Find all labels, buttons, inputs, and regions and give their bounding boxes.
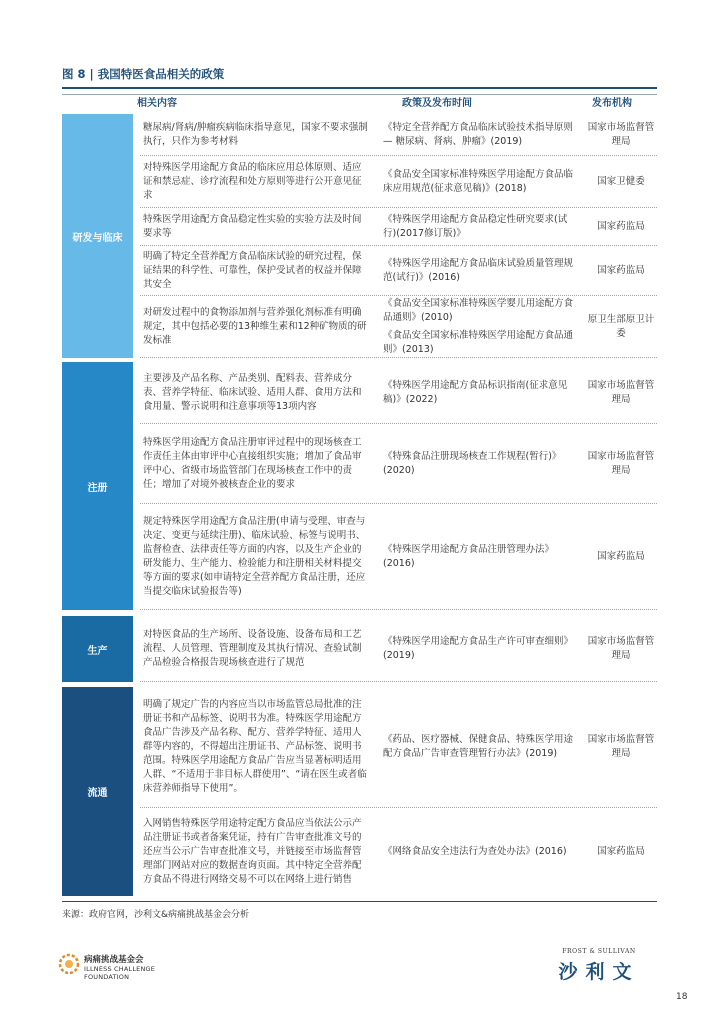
row-agency: 国家药监局: [597, 550, 645, 562]
category-production: [62, 616, 133, 682]
row-policy: [383, 114, 575, 155]
table-row: [140, 808, 657, 896]
table-row: [140, 616, 657, 682]
logo-right-en: FROST & SULLIVAN: [562, 948, 636, 955]
column-header-agency: 发布机构: [592, 98, 632, 109]
frost-sullivan-logo: [539, 948, 659, 984]
column-header-policy: 政策及发布时间: [402, 98, 472, 109]
row-agency: 国家药监局: [597, 846, 645, 857]
illness-challenge-logo: [58, 953, 258, 983]
policy-text: 《特殊食品注册现场核查工作规程(暂行)》(2020): [383, 450, 562, 476]
policy-text: 《特殊医学用途配方食品注册管理办法》(2016): [383, 543, 555, 569]
table-header: [62, 89, 657, 111]
row-agency: 国家药监局: [597, 264, 645, 276]
table-row: [140, 504, 657, 610]
policy-text: 《食品安全国家标准特殊医学婴儿用途配方食品通则》(2010): [383, 297, 574, 323]
table-row: [140, 424, 657, 504]
table-row: [140, 296, 657, 358]
table-row: [140, 156, 657, 208]
category-registration: [62, 362, 133, 610]
row-agency: 国家市场监督管理局: [587, 450, 655, 476]
row-agency: 国家卫健委: [597, 175, 645, 187]
category-label: 流通: [87, 788, 108, 799]
policy-text: 《食品安全国家标准特殊医学用途配方食品临床应用规范(征求意见稿)》(2018): [383, 168, 574, 194]
table-row: [140, 362, 657, 424]
table-row: [140, 687, 657, 808]
category-rd: [62, 114, 133, 358]
policy-text: 《特殊医学用途配方食品生产许可审查细则》(2019): [383, 635, 574, 661]
row-content: 对特医食品的生产场所、设备设施、设备布局和工艺流程、人员管理、管理制度及其执行情况、查验试制产品检验合格报告现场核查进行了规范: [143, 628, 362, 668]
figure-title: 图 8 | 我国特医食品相关的政策: [62, 67, 225, 81]
policy-text: 《药品、医疗器械、保健食品、特殊医学用途配方食品广告审查管理暂行办法》(2019): [383, 734, 574, 759]
logo-left-cn: 病痛挑战基金会: [84, 955, 144, 965]
row-content: 入网销售特殊医学用途特定配方食品应当依法公示产品注册证书或者备案凭证，持有广告审查批准文号的还应当公示广告审查批准文号，并链接至市场监督管理部门网站对应的数据查询页面。其中特定全营养配方食品不得进行网络交易不可以在网络上进行销售: [143, 818, 362, 885]
logo-left-en-line1: ILLNESS CHALLENGE: [84, 965, 156, 973]
row-agency: 国家市场监督管理局: [587, 379, 655, 405]
row-policy: [383, 687, 575, 807]
row-content: 对特殊医学用途配方食品的临床应用总体原则、适应证和禁忌症、诊疗流程和处方原则等进行公开意见征求: [143, 161, 362, 201]
category-label: 注册: [87, 482, 108, 494]
row-content: 特殊医学用途配方食品稳定性实验的实验方法及时间要求等: [143, 213, 362, 239]
policy-text: 《特定全营养配方食品临床试验技术指导原则 — 糖尿病、肾病、肿瘤》(2019): [383, 121, 574, 147]
row-content: 规定特殊医学用途配方食品注册(申请与受理、审查与决定、变更与延续注册)、临床试验、标签与说明书、监督检查、法律责任等方面的内容，以及生产企业的研发能力、生产能力、检验能力和注册相关材料提交等方面的要求(如申请特定全营养配方食品注册，还应当提交临床试验报告等): [143, 515, 366, 597]
row-policy: [383, 362, 575, 423]
category-label: 研发与临床: [72, 232, 123, 244]
source-note: 来源：政府官网，沙利文&病痛挑战基金会分析: [62, 910, 250, 920]
row-policy: [383, 808, 575, 896]
table-row: [140, 246, 657, 296]
row-agency: 国家市场监督管理局: [587, 121, 655, 147]
row-content: 对研发过程中的食物添加剂与营养强化剂标准有明确规定，其中包括必要的13种维生素和12种矿物质的研发标准: [143, 306, 367, 346]
row-agency: 国家市场监督管理局: [587, 635, 655, 661]
category-circulation: [62, 687, 133, 896]
category-label: 生产: [87, 645, 108, 657]
row-policy: [383, 156, 575, 207]
row-content: 明确了特定全营养配方食品临床试验的研究过程，保证结果的科学性、可靠性，保护受试者的权益并保障其安全: [143, 250, 362, 290]
row-policy: [383, 296, 575, 357]
table-row: [140, 114, 657, 156]
row-agency: 国家药监局: [597, 220, 645, 232]
table-row: [140, 208, 657, 246]
logo-right-cn: 沙利文: [558, 961, 640, 983]
header-rule: [62, 94, 657, 95]
row-policy: [383, 504, 575, 609]
foundation-logo-icon: [58, 953, 80, 975]
logo-left-en-line2: FOUNDATION: [84, 973, 130, 981]
row-content: 明确了规定广告的内容应当以市场监管总局批准的注册证书和产品标签、说明书为准。特殊医学用途配方食品广告涉及产品名称、配方、营养学特征、适用人群等内容的，不得超出注册证书、产品标签、说明书范围。特殊医学用途配方食品广告应当显著标明适用人群、“不适用于非目标人群使用”、“请在医生或者临床营养师指导下使用”。: [143, 699, 367, 794]
policy-text: 《特殊医学用途配方食品稳定性研究要求(试行)(2017修订版)》: [383, 213, 568, 239]
policy-text: 《特殊医学用途配方食品临床试验质量管理规范(试行)》(2016): [383, 257, 574, 283]
row-policy: [383, 616, 575, 681]
row-policy: [383, 246, 575, 295]
page-number: 18: [676, 992, 688, 1002]
source-rule: [62, 901, 657, 902]
row-agency: 国家市场监督管理局: [587, 734, 655, 759]
policy-text: 《网络食品安全违法行为查处办法》(2016): [383, 846, 567, 857]
row-agency: 原卫生部原卫计委: [587, 313, 655, 339]
row-policy: [383, 424, 575, 503]
row-content: 特殊医学用途配方食品注册审评过程中的现场核查工作责任主体由审评中心直接组织实施；增加了食品审评中心、省级市场监管部门在现场核查工作中的责任；增加了对境外被核查企业的要求: [143, 436, 362, 490]
column-header-content: 相关内容: [137, 98, 177, 109]
row-content: 主要涉及产品名称、产品类别、配料表、营养成分表、营养学特征、临床试验、适用人群、食用方法和食用量、警示说明和注意事项等13项内容: [143, 372, 362, 412]
policy-text: 《特殊医学用途配方食品标识指南(征求意见稿)》(2022): [383, 379, 568, 405]
row-policy: [383, 208, 575, 245]
policy-text: 《食品安全国家标准特殊医学用途配方食品通则》(2013): [383, 329, 574, 355]
row-content: 糖尿病/肾病/肿瘤疾病临床指导意见，国家不要求强制执行，只作为参考材料: [143, 121, 368, 147]
